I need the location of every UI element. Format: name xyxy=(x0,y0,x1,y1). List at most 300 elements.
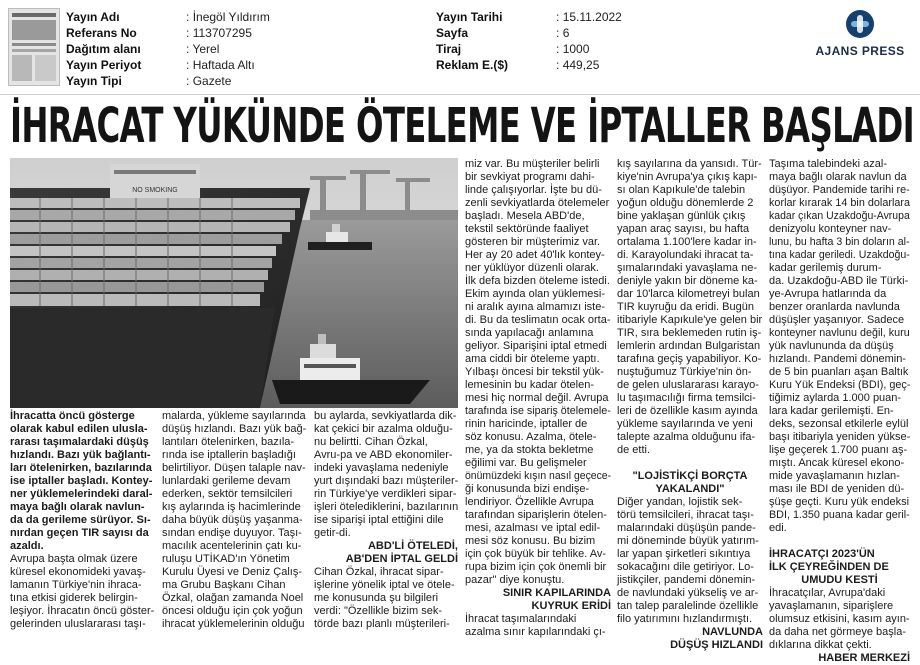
article-column-4 xyxy=(465,158,612,638)
article-text-line xyxy=(617,314,763,327)
article-text: tekstil sektöründe faaliyet xyxy=(465,223,589,235)
ajans-press-logo-text: AJANS PRESS xyxy=(815,44,905,58)
article-text-line xyxy=(769,327,910,340)
article-text: şımalarındaki yavaşlama ne- xyxy=(617,262,758,274)
article-text-line xyxy=(314,566,458,579)
meta-reklam-value: 449,25 xyxy=(562,58,600,72)
article-text-line xyxy=(769,275,910,288)
article-text: KUYRUK ERİDİ xyxy=(531,600,611,612)
article-text: ise iptaller başladı. Kontey- xyxy=(10,475,153,487)
article-text-line xyxy=(769,392,910,405)
article-text: lendiriyor. Özellikle Avrupa xyxy=(465,496,594,508)
article-text-line xyxy=(617,288,763,301)
article-text: yük navlununda da düşüş xyxy=(769,340,894,352)
article-text-line xyxy=(465,431,611,444)
article-text-line xyxy=(769,613,910,626)
article-text-line xyxy=(465,366,611,379)
article-text-line xyxy=(465,483,611,496)
article-text-line xyxy=(162,527,308,540)
article-text-line xyxy=(162,514,308,527)
article-text: sı olan Kapıkule'de talebin xyxy=(617,184,746,196)
article-text: ni aralık ayına almamızı iste- xyxy=(465,301,605,313)
article-text-line xyxy=(314,501,458,514)
article-subheading-line xyxy=(617,483,763,496)
article-text: işleri ötelediklerini, bazılarının xyxy=(314,501,459,513)
article-text-line xyxy=(465,418,611,431)
article-text: ABD'Lİ ÖTELEDİ, xyxy=(367,540,458,552)
meta-reklam-label: Reklam E.($) xyxy=(436,58,509,72)
article-text-line xyxy=(617,600,763,613)
article-text: Özkal, olağan zamanda Noel xyxy=(162,592,304,604)
article-text: Taşıma talebindeki azal- xyxy=(769,158,888,170)
article-column-3 xyxy=(314,410,458,635)
article-text-line xyxy=(769,457,910,470)
article-text-line xyxy=(617,535,763,548)
article-text-line xyxy=(465,470,611,483)
article-text: lişe geçerek 1.700 puanı aş- xyxy=(769,444,908,456)
article-text-line xyxy=(617,353,763,366)
meta-colon: : İnegöl Yıldırım xyxy=(186,10,270,24)
article-text-line xyxy=(314,423,458,436)
article-text: tına etkisi giderek belirgin- xyxy=(10,592,138,604)
article-text: kat çekici bir azalma olduğu- xyxy=(314,423,453,435)
article-text-line xyxy=(617,210,763,223)
article-text: deniyle yakın bir döneme ka- xyxy=(617,275,758,287)
article-text: lemlerin ardından Bulgaristan xyxy=(617,340,761,352)
article-text: korlar kırarak 14 bin dolarlara xyxy=(769,197,911,209)
article-text: konteyner navlunu değil, kuru xyxy=(769,327,910,339)
article-text-line xyxy=(162,605,308,618)
article-subheading-line xyxy=(617,639,763,652)
meta-referans-value: 113707295 xyxy=(192,26,252,40)
article-text-line xyxy=(465,210,611,223)
article-text: bine yaklaşan günlük çıkış xyxy=(617,210,746,222)
article-text: ye-Avrupa hatlarında da xyxy=(769,288,887,300)
article-text: belirtiliyor. Düşen talaple nav- xyxy=(162,462,306,474)
meta-colon: : Gazete xyxy=(186,74,232,88)
article-text-line xyxy=(769,639,910,652)
article-text-line xyxy=(314,618,458,631)
article-text: tan talep paralelinde özellikle xyxy=(617,600,759,612)
article-subheading-line xyxy=(10,423,156,436)
article-text-line xyxy=(314,514,458,527)
article-text: benzer oranlarda navlunda xyxy=(769,301,900,313)
article-text: lamanın Türkiye'nin ihraca- xyxy=(10,579,142,591)
ajans-press-logo xyxy=(808,10,912,76)
article-text: mesi söz konusu. Bu bizim xyxy=(465,535,596,547)
article-text-line xyxy=(769,249,910,262)
article-text: nuştuğumuz Türkiye'nin ön- xyxy=(617,366,752,378)
article-text-line xyxy=(769,171,910,184)
article-text: mesi, azalması ve iptal edil- xyxy=(465,522,601,534)
article-text-line xyxy=(465,158,611,171)
article-subheading-line xyxy=(10,449,156,462)
article-text: UMUDU KESTİ xyxy=(801,574,878,586)
article-text-line xyxy=(465,574,611,587)
article-text: me, ya da stokta bekletme xyxy=(465,444,594,456)
meta-colon: : Yerel xyxy=(186,42,220,56)
article-subheading-line xyxy=(314,540,458,553)
article-text: sından endişe duyuyor. Taşı- xyxy=(162,527,302,539)
article-text-line xyxy=(465,392,611,405)
article-text: de etti. xyxy=(617,444,651,456)
article-subheading-line xyxy=(10,501,156,514)
ship-name: NO SMOKING xyxy=(132,187,178,194)
meta-sayfa-value: 6 xyxy=(562,26,570,40)
article-headline xyxy=(10,100,914,152)
article-text-line xyxy=(465,275,611,288)
article-text: linde çalışıyorlar. İşte bu dü- xyxy=(465,184,602,196)
meta-tarih-value: 15.11.2022 xyxy=(562,10,622,24)
article-text: ortalama 1.100'lere kadar in- xyxy=(617,236,757,248)
article-text: nu belirtti. Cihan Özkal, xyxy=(314,436,428,448)
article-text-line xyxy=(617,223,763,236)
meta-colon: : Haftada Altı xyxy=(186,58,255,72)
article-text: küresel ekonomideki yavaş- xyxy=(10,566,146,578)
article-text-line xyxy=(769,223,910,236)
article-text-line xyxy=(617,457,763,470)
article-text-line xyxy=(10,618,156,631)
article-subheading-line xyxy=(10,410,156,423)
article-text: ği konusunda bizi endişe- xyxy=(465,483,590,495)
article-text: "LOJİSTİKÇİ BORÇTA xyxy=(632,470,748,482)
article-text: pazar" diye konuştu. xyxy=(465,574,565,586)
meta-sayfa-label: Sayfa xyxy=(436,26,469,40)
article-text: gösteren bir müşterimiz var. xyxy=(465,236,601,248)
article-text-line xyxy=(10,579,156,592)
article-text-line xyxy=(617,509,763,522)
article-text-line xyxy=(617,158,763,171)
article-text: BDI, 1.350 puana kadar geril- xyxy=(769,509,910,521)
article-text-line xyxy=(769,405,910,418)
article-text-line xyxy=(465,457,611,470)
article-text-line xyxy=(769,197,910,210)
article-text-line xyxy=(162,618,308,631)
article-subheading-line xyxy=(10,475,156,488)
article-text-line xyxy=(465,301,611,314)
article-text: Diğer yandan, lojistik sek- xyxy=(617,496,743,508)
article-text: talepte azalma olduğunu ifa- xyxy=(617,431,756,443)
article-text-line xyxy=(617,392,763,405)
article-subheading-line xyxy=(465,600,611,613)
article-text: leşiyor. İhracatın öncü göster- xyxy=(10,605,155,617)
article-text: denizyolu konteyner nav- xyxy=(769,223,892,235)
article-text: AB'DEN İPTAL GELDİ xyxy=(345,553,458,565)
article-text: mide yavaşlamanın hızlan- xyxy=(769,470,900,482)
article-text-line xyxy=(617,522,763,535)
bridge-windows xyxy=(114,170,196,174)
article-text: Avrupa başta olmak üzere xyxy=(10,553,138,565)
meta-tarih-label: Yayın Tarihi xyxy=(436,10,503,24)
article-text: kadar gerilemiş durum- xyxy=(769,262,882,274)
article-text-line xyxy=(617,496,763,509)
article-text: bu aylarda, sevkiyatlarda dik- xyxy=(314,410,457,422)
article-text: ederken, sektör temsilcileri xyxy=(162,488,293,500)
article-text: maya bağlı olarak navlun da xyxy=(769,171,907,183)
article-text-line xyxy=(617,431,763,444)
article-text: şüşe geçti. Kuru yük endeksi xyxy=(769,496,910,508)
article-text: başı itibariyla yeniden yükse- xyxy=(769,431,911,443)
article-text-line xyxy=(617,171,763,184)
article-text: ma Grubu Başkanı Cihan xyxy=(162,579,286,591)
article-text: lara kadar gerilemişti. En- xyxy=(769,405,894,417)
article-text-line xyxy=(617,548,763,561)
article-text-line xyxy=(769,522,910,535)
article-text-line xyxy=(314,488,458,501)
article-text: düşüyor. Pandemide tarihi re- xyxy=(769,184,910,196)
article-text: kiye'nin Avrupa'ya çıkış kapı- xyxy=(617,171,758,183)
article-text: rarası taşımalardaki düşüş xyxy=(10,436,149,448)
article-text-line xyxy=(769,288,910,301)
article-text-line xyxy=(617,574,763,587)
article-subheading-line xyxy=(769,561,910,574)
article-text: malarındaki düşüşün pande- xyxy=(617,522,756,534)
article-text-line xyxy=(10,553,156,566)
article-text: düşüşler yaşanıyor. Sadece xyxy=(769,314,905,326)
article-text: Avru-pa ve ABD ekonomiler- xyxy=(314,449,453,461)
meta-colon: : 113707295 xyxy=(186,26,252,40)
meta-periyot-label: Yayın Periyot xyxy=(66,58,142,72)
article-text: indeki yavaşlama nedeniyle xyxy=(314,462,449,474)
article-text: lunlardaki gerileme devam xyxy=(162,475,291,487)
article-text: DÜŞÜŞ HIZLANDI xyxy=(670,639,763,651)
article-text: Her ay 20 adet 40'lık kontey- xyxy=(465,249,605,261)
article-text: törü temsilcileri, ihracat taşı- xyxy=(617,509,754,521)
article-text-line xyxy=(769,496,910,509)
article-text: Kuru Yük Endeksi (BDI), geç- xyxy=(769,379,911,391)
article-text-line xyxy=(769,158,910,171)
article-text: ner yüklemelerindeki daral- xyxy=(10,488,153,500)
article-text-line xyxy=(769,366,910,379)
article-text: hızlandı. Pandemi dönemin- xyxy=(769,353,906,365)
article-text-line xyxy=(465,249,611,262)
article-text-line xyxy=(162,410,308,423)
article-text: verdi: "Özellikle bizim sek- xyxy=(314,605,442,617)
article-text: ama ciddi bir öteleme yaptı. xyxy=(465,353,600,365)
article-text: lantıları ötelenirken, bazıla- xyxy=(162,436,295,448)
container-stacks xyxy=(10,198,300,306)
article-text-line xyxy=(162,423,308,436)
article-text-line xyxy=(617,340,763,353)
article-subheading-line xyxy=(10,436,156,449)
article-text: leri de özellikle kasım ayında xyxy=(617,405,758,417)
article-text-line xyxy=(769,470,910,483)
article-text-line xyxy=(769,509,910,522)
article-text-line xyxy=(769,418,910,431)
article-text-line xyxy=(465,379,611,392)
article-subheading-line xyxy=(10,540,156,553)
article-text: ması ile BDI de yeniden dü- xyxy=(769,483,905,495)
article-text: lu taşımacılığı firma temsilci- xyxy=(617,392,756,404)
article-subheading-line xyxy=(769,652,910,665)
article-text: di. Bu da teslimatın ocak orta- xyxy=(465,314,611,326)
article-text-line xyxy=(314,436,458,449)
article-text-line xyxy=(769,600,910,613)
article-subheading-line xyxy=(10,514,156,527)
article-text-line xyxy=(769,184,910,197)
article-text-line xyxy=(465,496,611,509)
article-column-2 xyxy=(162,410,308,635)
article-text: eğilimi var. Bu gelişmeler xyxy=(465,457,587,469)
article-text-line xyxy=(162,462,308,475)
meta-colon: : 1000 xyxy=(556,42,590,56)
article-text: itibariyle Kapıkule'ye gelen bir xyxy=(617,314,763,326)
article-text: nırdan geçen TIR sayısı da xyxy=(10,527,149,539)
article-text: sokacağını dile getiriyor. Lo- xyxy=(617,561,754,573)
article-text: İlk defa bizden öteleme istedi. xyxy=(465,275,610,287)
article-text-line xyxy=(10,592,156,605)
article-text: bir sevkiyat programı dahi- xyxy=(465,171,595,183)
article-text: zenli sevkiyatlarda ötelemeler xyxy=(465,197,610,209)
article-text-line xyxy=(769,353,910,366)
article-text-line xyxy=(465,613,611,626)
article-text-line xyxy=(465,509,611,522)
article-text-line xyxy=(465,236,611,249)
meta-yayin-adi-value: İnegöl Yıldırım xyxy=(192,10,270,24)
article-text-line xyxy=(617,249,763,262)
article-text: rında ise iptallerin başladığı xyxy=(162,449,296,461)
article-text: tarafından siparişlerin ötelen- xyxy=(465,509,607,521)
article-text: jistikçiler, pandemi dönemin- xyxy=(617,574,756,586)
article-text: filo yatırımını hızlandırmıştı. xyxy=(617,613,753,625)
article-text: Yılbaşı öncesi bir tekstil yük- xyxy=(465,366,604,378)
article-text: yavaşlamanın, siparişlere xyxy=(769,600,894,612)
article-text-line xyxy=(465,444,611,457)
article-text-line xyxy=(465,171,611,184)
article-text-line xyxy=(617,379,763,392)
article-subheading-line xyxy=(10,527,156,540)
article-text-line xyxy=(162,592,308,605)
article-text: gelerinden uluslararası taşı- xyxy=(10,618,146,630)
article-text: SINIR KAPILARINDA xyxy=(502,587,611,599)
article-text-line xyxy=(162,436,308,449)
article-text-line xyxy=(162,566,308,579)
article-text-line xyxy=(162,488,308,501)
article-text-line xyxy=(465,288,611,301)
article-headline-text: İHRACAT YÜKÜNDE ÖTELEME VE İPTALLER BAŞLADI xyxy=(10,98,915,154)
article-text: tarafında ise sipariş ötelemele- xyxy=(465,405,611,417)
container-ship-photo xyxy=(10,158,458,408)
article-text-line xyxy=(10,566,156,579)
article-text-line xyxy=(465,353,611,366)
article-subheading-line xyxy=(617,626,763,639)
article-text-line xyxy=(769,262,910,275)
article-column-1 xyxy=(10,410,156,635)
article-subheading-line xyxy=(617,470,763,483)
article-text: de navlundaki yükseliş ve ar- xyxy=(617,587,759,599)
article-text: başladı. Mesela ABD'de, xyxy=(465,210,585,222)
article-text-line xyxy=(162,449,308,462)
article-subheading-line xyxy=(769,574,910,587)
article-text: İHRACATÇI 2023'ÜN xyxy=(769,548,875,560)
meta-colon: : 449,25 xyxy=(556,58,600,72)
article-text-line xyxy=(162,501,308,514)
article-text-line xyxy=(314,592,458,605)
article-text: sında yapılacağı anlamına xyxy=(465,327,594,339)
article-text: yükleme sayılarında ve yeni xyxy=(617,418,753,430)
article-text-line xyxy=(617,275,763,288)
article-text: mıştı. Ancak küresel ekono- xyxy=(769,457,905,469)
meta-colon: : 6 xyxy=(556,26,570,40)
article-text: dar 10'larca kilometreyi bulan xyxy=(617,288,760,300)
article-text-line xyxy=(617,262,763,275)
article-text-line xyxy=(162,579,308,592)
article-text: da daha net görmeye başla- xyxy=(769,626,906,638)
article-text: rupa bizim için çok önemli bir xyxy=(465,561,607,573)
meta-dagitim-label: Dağıtım alanı xyxy=(66,42,141,56)
meta-tipi-label: Yayın Tipi xyxy=(66,74,122,88)
article-text: NAVLUNDA xyxy=(702,626,763,638)
article-text-line xyxy=(465,535,611,548)
article-text-line xyxy=(769,483,910,496)
article-text-line xyxy=(314,605,458,618)
meta-colon: : 15.11.2022 xyxy=(556,10,622,24)
article-text: işlerine yönelik iptal ve ötele- xyxy=(314,579,455,591)
meta-tiraj-label: Tiraj xyxy=(436,42,462,56)
article-text: mi döneminde büyük yatırım- xyxy=(617,535,759,547)
article-text-line xyxy=(465,223,611,236)
article-text: da da gerileme sürüyor. Sı- xyxy=(10,514,151,526)
article-text: düşüş hızlandı. Bazı yük bağ- xyxy=(162,423,307,435)
article-text: edi. xyxy=(769,522,787,534)
article-text: azalma sınır kapılarındaki çı- xyxy=(465,626,606,638)
article-text: Cihan Özkal, ihracat sipar- xyxy=(314,566,444,578)
article-column-5 xyxy=(617,158,763,651)
article-text-line xyxy=(617,613,763,626)
meta-yayin-adi-label: Yayın Adı xyxy=(66,10,120,24)
article-text: lar yapan şirketleri sıkıntıya xyxy=(617,548,751,560)
article-text-line xyxy=(769,210,910,223)
article-text: hızlandı. Bazı yük bağlantı- xyxy=(10,449,151,461)
article-text: tına kadar geriledi. Uzakdoğu- xyxy=(769,249,910,261)
article-text: yurt dışındaki bazı müşteriler- xyxy=(314,475,459,487)
article-text: önümüzdeki kışın nasıl geçece- xyxy=(465,470,612,482)
article-text-line xyxy=(162,553,308,566)
article-text-line xyxy=(617,301,763,314)
article-text-line xyxy=(617,444,763,457)
article-text: macılık acentelerinin çatı ku- xyxy=(162,540,302,552)
article-text-line xyxy=(465,405,611,418)
article-text: ları ötelenirken, bazılarında xyxy=(10,462,152,474)
meta-dagitim-value: Yerel xyxy=(192,42,220,56)
article-text: de gelen uluslararası karayo- xyxy=(617,379,759,391)
article-text: TIR, sıra beklemeden rutin iş- xyxy=(617,327,762,339)
article-text-line xyxy=(769,314,910,327)
article-text-line xyxy=(314,462,458,475)
article-text: TIR kuyruğu da eridi. Bugün xyxy=(617,301,754,313)
ship-lower-hull xyxy=(10,308,275,408)
article-text-line xyxy=(769,626,910,639)
article-text: tiğimiz aylarda 1.000 puan- xyxy=(769,392,902,404)
article-text-line xyxy=(769,587,910,600)
article-text-line xyxy=(769,535,910,548)
article-subheading-line xyxy=(465,587,611,600)
article-text: için çok büyük bir tehlike. Av- xyxy=(465,548,607,560)
article-subheading-line xyxy=(10,488,156,501)
article-text: ner yüklüyor düzenli olarak. xyxy=(465,262,599,274)
article-text-line xyxy=(465,548,611,561)
article-text-line xyxy=(769,379,910,392)
article-text: olumsuz etkisini, kasım ayın- xyxy=(769,613,910,625)
article-text: rinin haricinde, iptaller de xyxy=(465,418,588,430)
article-text-line xyxy=(617,561,763,574)
article-text: rin Türkiye'ye verdikleri sipar- xyxy=(314,488,457,500)
article-text: deks, sezonsal etkilerle eylül xyxy=(769,418,909,430)
article-text-line xyxy=(465,197,611,210)
article-text: HABER MERKEZİ xyxy=(818,652,910,664)
article-text: İLK ÇEYREĞİNDEN DE xyxy=(769,561,889,573)
article-text-line xyxy=(617,197,763,210)
